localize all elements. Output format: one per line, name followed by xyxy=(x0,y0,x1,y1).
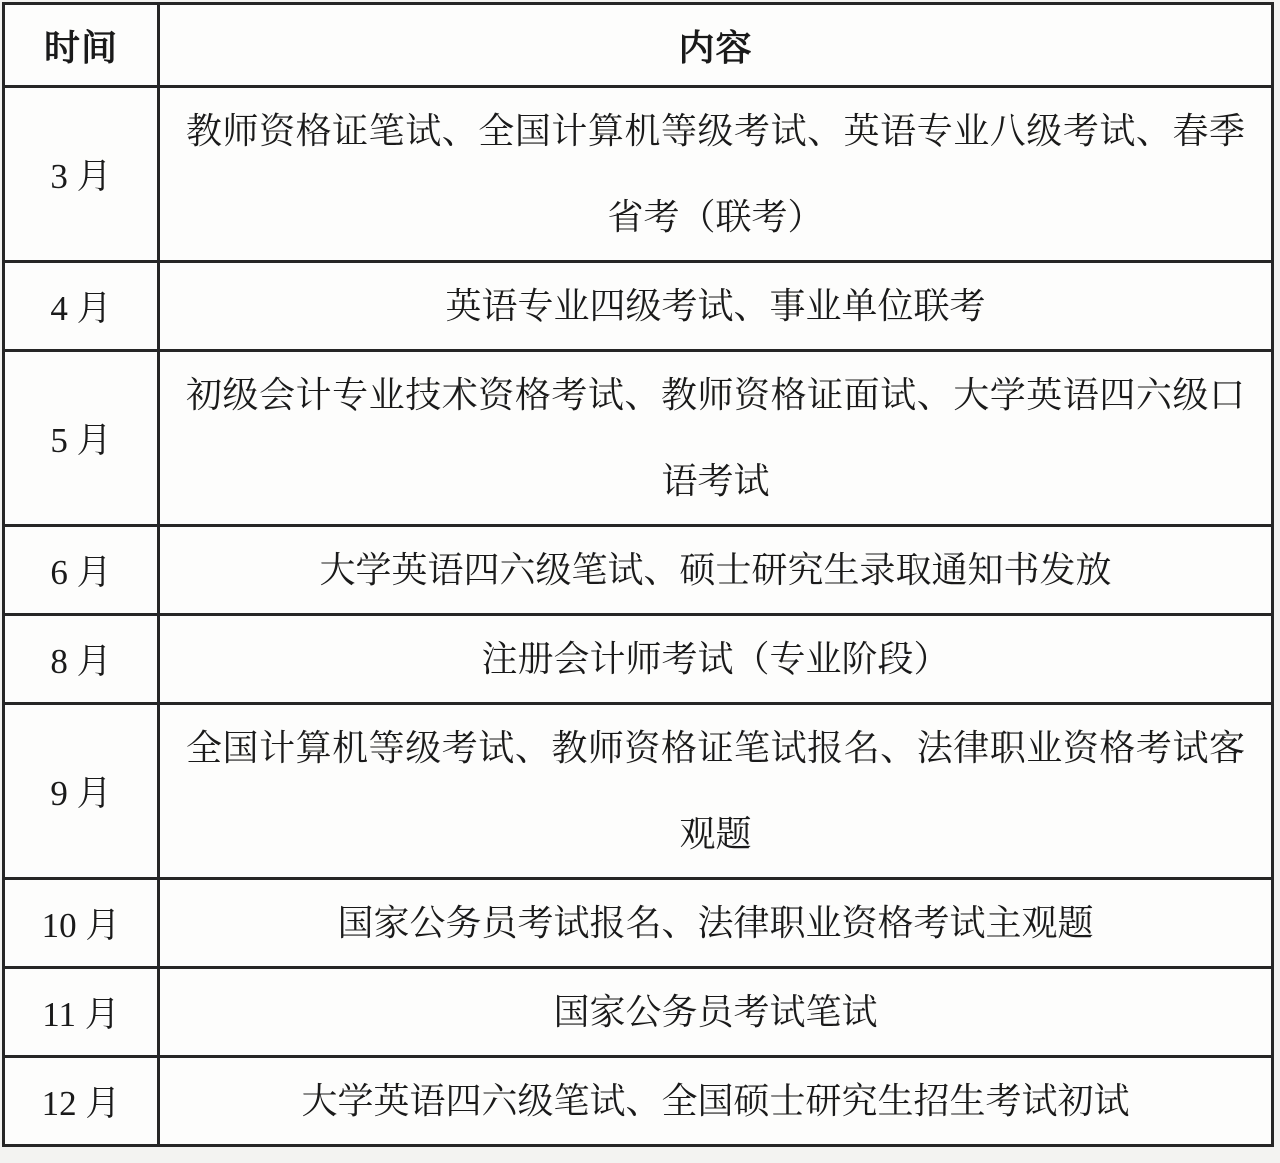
month-cell: 10 月 xyxy=(4,879,159,968)
time-column-header: 时间 xyxy=(4,4,159,87)
month-cell: 3 月 xyxy=(4,87,159,262)
content-cell: 英语专业四级考试、事业单位联考 xyxy=(159,262,1273,351)
month-cell: 6 月 xyxy=(4,526,159,615)
month-cell: 5 月 xyxy=(4,351,159,526)
exam-schedule-table xyxy=(2,2,1274,1147)
content-cell: 初级会计专业技术资格考试、教师资格证面试、大学英语四六级口语考试 xyxy=(159,351,1273,526)
month-cell: 12 月 xyxy=(4,1057,159,1146)
table-body xyxy=(4,87,1273,1146)
content-column-header: 内容 xyxy=(159,4,1273,87)
content-cell: 全国计算机等级考试、教师资格证笔试报名、法律职业资格考试客观题 xyxy=(159,704,1273,879)
content-cell: 大学英语四六级笔试、硕士研究生录取通知书发放 xyxy=(159,526,1273,615)
table-row xyxy=(4,87,1273,262)
table-row xyxy=(4,615,1273,704)
table-header xyxy=(4,4,1273,87)
header-row xyxy=(4,4,1273,87)
table-row xyxy=(4,526,1273,615)
content-cell: 大学英语四六级笔试、全国硕士研究生招生考试初试 xyxy=(159,1057,1273,1146)
table-row xyxy=(4,704,1273,879)
table-row xyxy=(4,879,1273,968)
month-cell: 8 月 xyxy=(4,615,159,704)
month-cell: 11 月 xyxy=(4,968,159,1057)
content-cell: 注册会计师考试（专业阶段） xyxy=(159,615,1273,704)
content-cell: 国家公务员考试报名、法律职业资格考试主观题 xyxy=(159,879,1273,968)
table-row xyxy=(4,1057,1273,1146)
content-cell: 国家公务员考试笔试 xyxy=(159,968,1273,1057)
table-row xyxy=(4,351,1273,526)
table-row xyxy=(4,262,1273,351)
content-cell: 教师资格证笔试、全国计算机等级考试、英语专业八级考试、春季省考（联考） xyxy=(159,87,1273,262)
table-row xyxy=(4,968,1273,1057)
month-cell: 4 月 xyxy=(4,262,159,351)
month-cell: 9 月 xyxy=(4,704,159,879)
